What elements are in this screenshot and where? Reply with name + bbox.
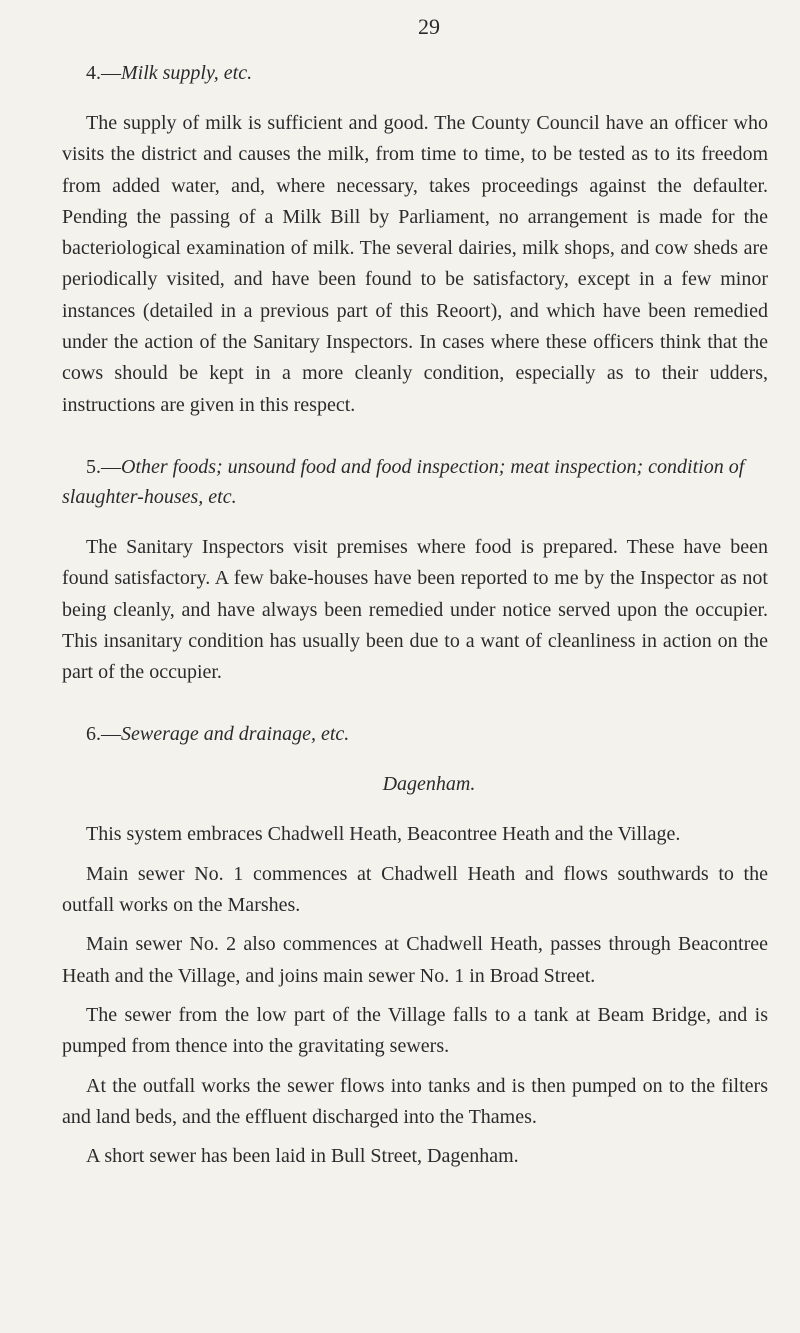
- section-title: Milk supply, etc.: [121, 62, 253, 84]
- paragraph: At the outfall works the sewer flows into tanks and is then pumped on to the filters and land beds, and the effluent discharged into the Thames.: [62, 1074, 768, 1128]
- paragraph: The sewer from the low part of the Village falls to a tank at Beam Bridge, and is pumped from thence into the gravitating sewers.: [62, 1003, 768, 1058]
- paragraph: The Sanitary Inspectors visit premises where food is prepared. These have been found satisfactory. A few bake-houses have been reported to me by the Inspector as not being cleanly, and have always been remedied under notice served upon the occupier. This insanitary condition has usually been due to a want of cleanliness in action on the part of the occupier.: [62, 535, 768, 684]
- section-other-foods: [62, 452, 768, 688]
- section-heading: [62, 58, 768, 88]
- section-dash: —: [101, 62, 121, 84]
- section-number: 5.: [86, 455, 101, 478]
- section-milk-supply: [62, 58, 768, 421]
- section-sewerage: [62, 719, 768, 1172]
- section-title: Other foods; unsound food and food inspection; meat inspection; condition of slaughter-houses, etc.: [62, 455, 745, 508]
- section-dash: —: [101, 723, 121, 746]
- subheading-dagenham: Dagenham.: [382, 773, 476, 796]
- paragraph: Main sewer No. 2 also commences at Chadwell Heath, passes through Beacontree Heath and the Village, and joins main sewer No. 1 in Broad Street.: [62, 933, 768, 987]
- section-dash: —: [101, 455, 121, 478]
- section-number: 6.: [86, 723, 101, 746]
- paragraph: The supply of milk is sufficient and good. The County Council have an officer who visits the district and causes the milk, from time to time, to be tested as to its freedom from added water, and, where necessary, takes proceedings against the defaulter. Pending the passing of a Milk Bill by Parliament, no arrangement is made for the bacteriological examination of milk. The several dairies, milk shops, and cow sheds are periodically visited, and have been found to be satisfactory, except in a few minor instances (detailed in a previous part of this Reoort), and which have been remedied under the action of the Sanitary Inspectors. In cases where these officers think that the cows should be kept in a more cleanly condition, especially as to their udders, instructions are given in this respect.: [62, 112, 768, 416]
- paragraph: A short sewer has been laid in Bull Street, Dagenham.: [86, 1145, 519, 1168]
- section-heading: [62, 452, 768, 512]
- paragraph: Main sewer No. 1 commences at Chadwell Heath and flows southwards to the outfall works on the Marshes.: [62, 862, 768, 917]
- section-heading: [62, 719, 768, 749]
- section-title: Sewerage and drainage, etc.: [121, 723, 350, 746]
- section-number: 4.: [86, 62, 101, 84]
- paragraph: This system embraces Chadwell Heath, Beacontree Heath and the Village.: [86, 823, 681, 846]
- page-number: 29: [418, 14, 440, 39]
